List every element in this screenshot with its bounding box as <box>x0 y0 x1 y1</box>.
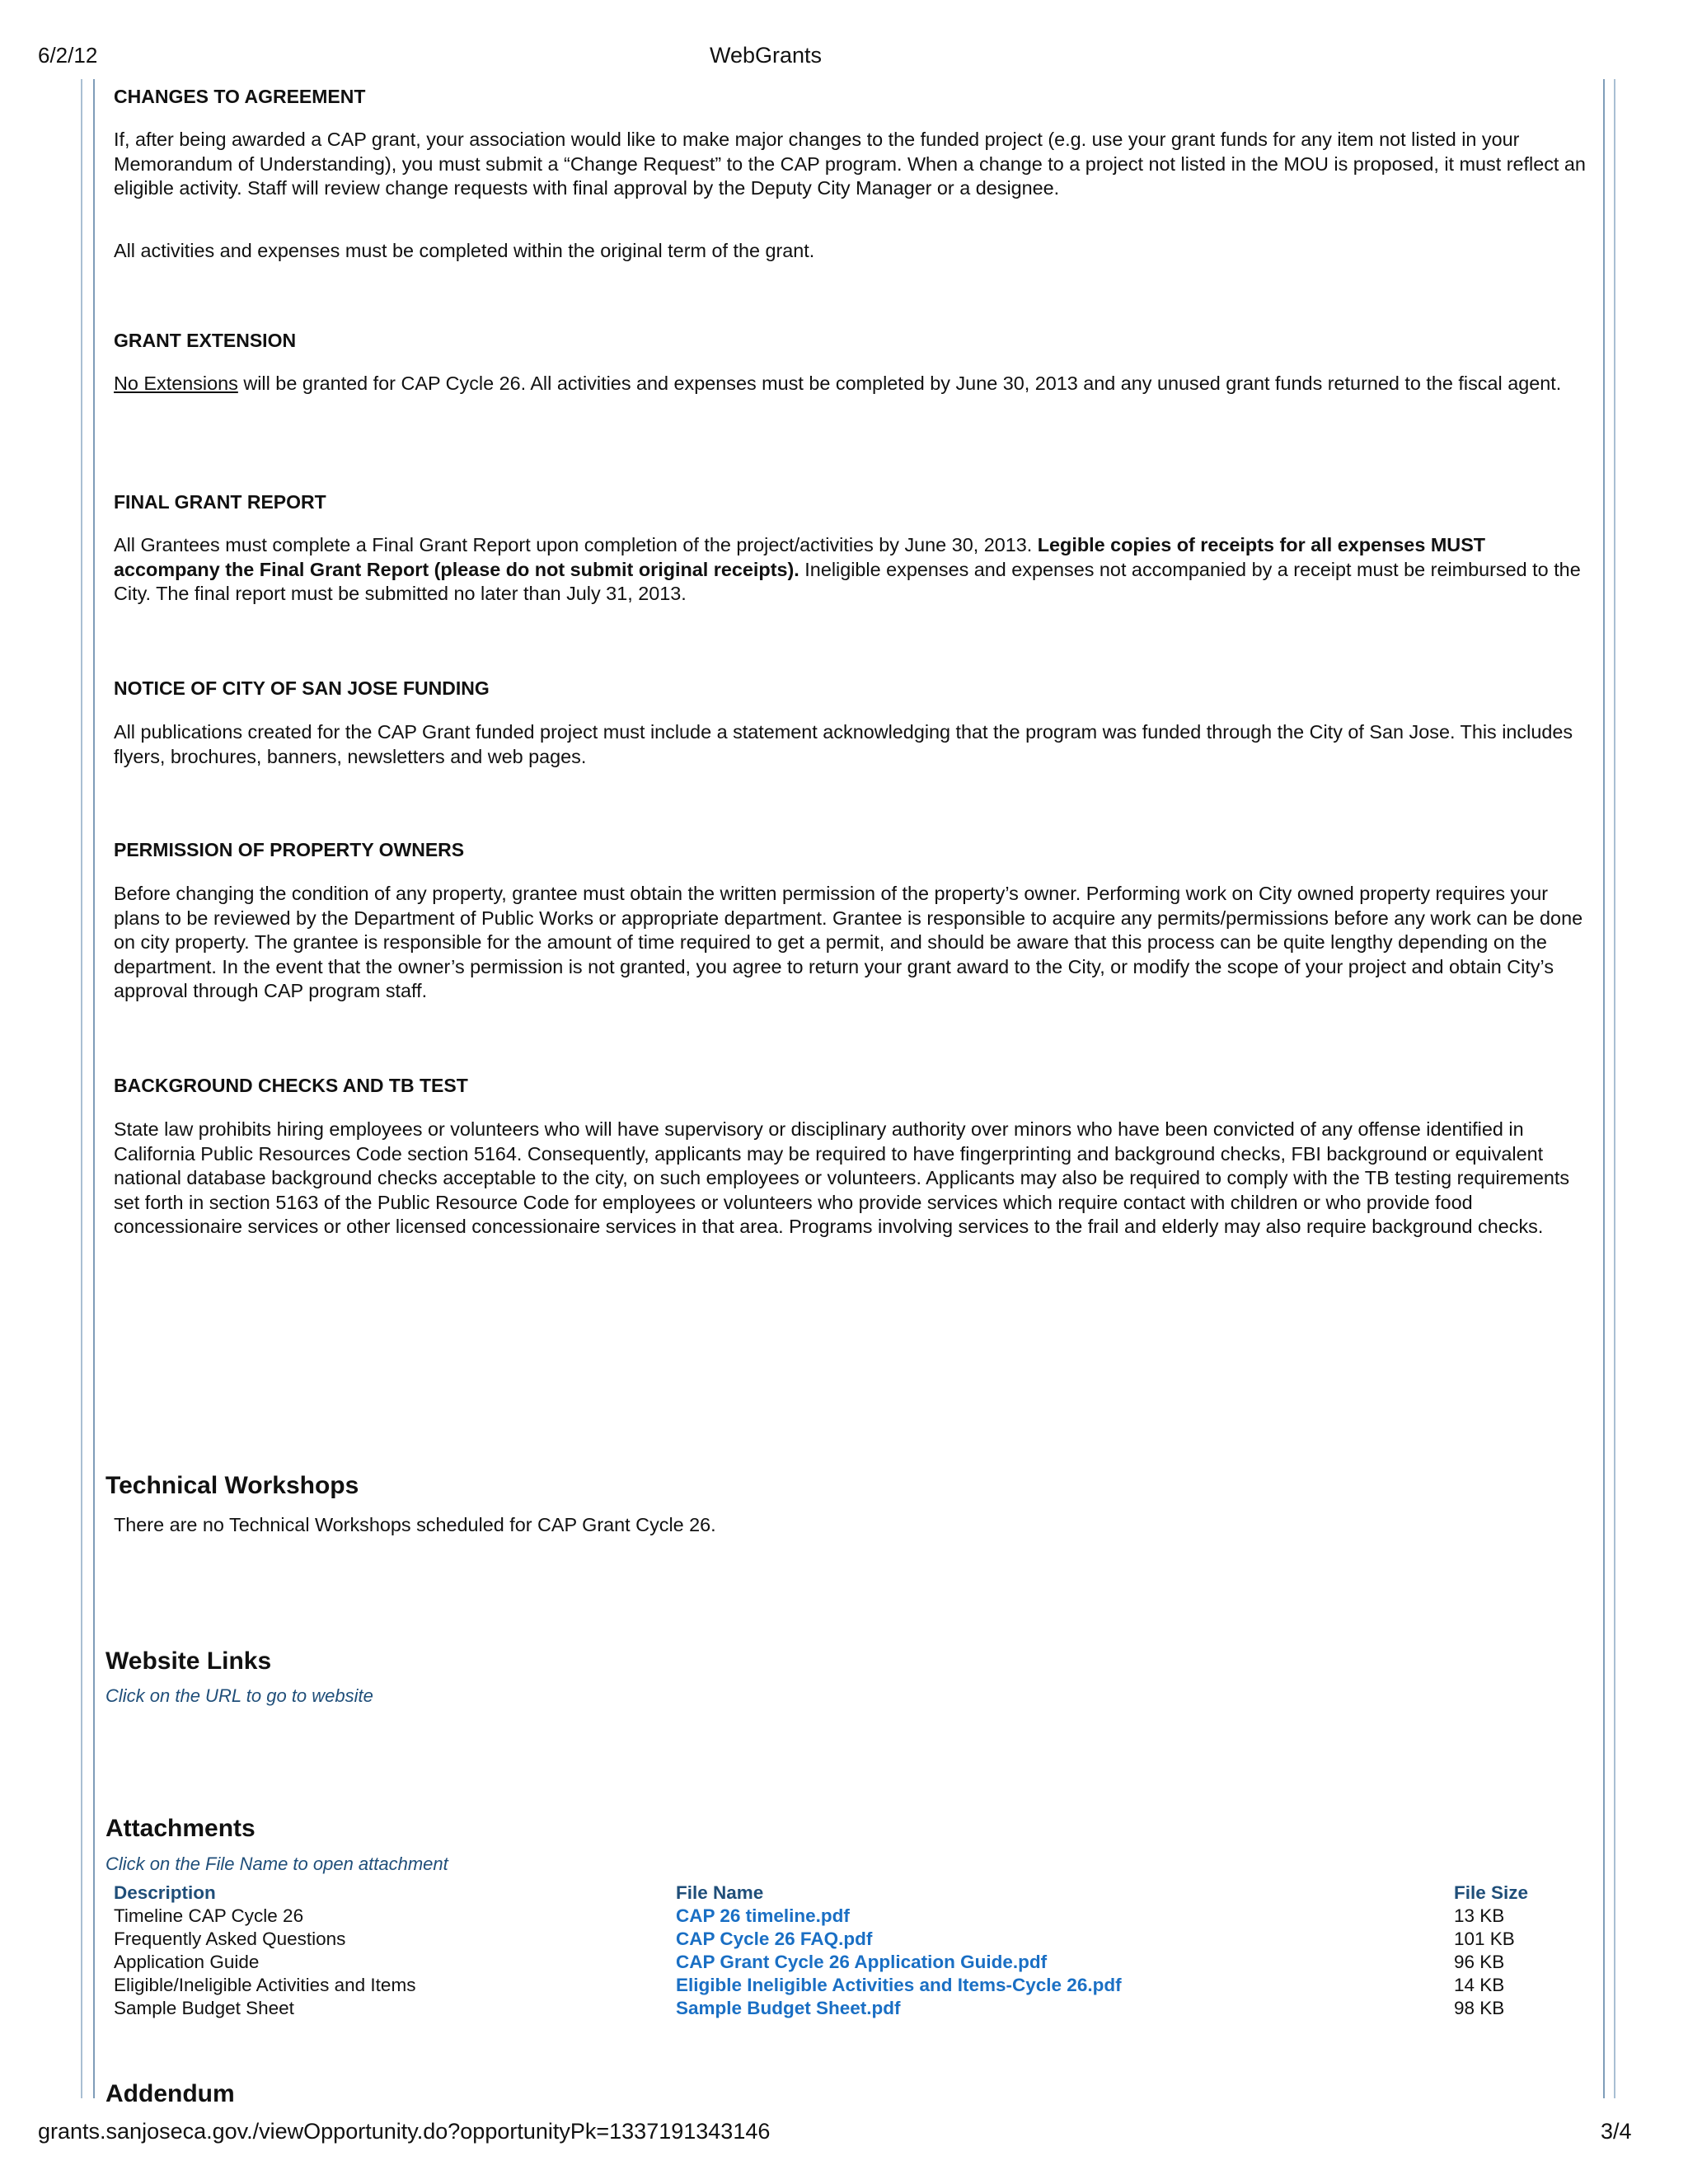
print-page-title: WebGrants <box>709 43 823 68</box>
table-row <box>114 1998 1597 2021</box>
addendum-heading: Addendum <box>106 2080 235 2107</box>
table-row <box>114 1952 1597 1975</box>
changes-paragraph: If, after being awarded a CAP grant, your association would like to make major changes to the funded project (e.g. use your grant funds for any item not listed in your Memorandum of Understanding), you must submit a “Change Request” to the CAP program. When a change to a project not listed in the MOU is proposed, it must reflect an eligible activity. Staff will review change requests with final approval by the Deputy City Manager or a designee. <box>114 129 1586 199</box>
attachment-file-size: 14 KB <box>1454 1975 1505 1995</box>
attachments-heading: Attachments <box>106 1815 256 1842</box>
extension-heading: GRANT EXTENSION <box>114 330 297 351</box>
attachment-description: Sample Budget Sheet <box>114 1998 294 2018</box>
attachment-file-link[interactable]: CAP Cycle 26 FAQ.pdf <box>676 1929 873 1949</box>
frame-border-right-outer <box>1614 79 1615 2098</box>
attachments-hint: Click on the File Name to open attachment <box>106 1854 448 1874</box>
addendum-heading-clipped <box>106 2080 235 2107</box>
table-row <box>114 1929 1597 1952</box>
final-report-paragraph: All Grantees must complete a Final Grant Report upon completion of the project/activities by June 30, 2013. Legible copies of receipts for all expenses MUST accompany the Final Grant Report (please do not submit original receipts). Ineligible expenses and expenses not accompanied by a receipt must be reimbursed to the City. The final report must be submitted no later than July 31, 2013. <box>114 534 1581 605</box>
attachment-file-size: 13 KB <box>1454 1905 1505 1926</box>
website-links-hint: Click on the URL to go to website <box>106 1685 373 1706</box>
attachment-description: Eligible/Ineligible Activities and Items <box>114 1975 416 1995</box>
column-file-size: File Size <box>1454 1882 1529 1903</box>
attachment-file-link[interactable]: Eligible Ineligible Activities and Items-Cycle 26.pdf <box>676 1975 1122 1995</box>
notice-heading: NOTICE OF CITY OF SAN JOSE FUNDING <box>114 677 490 699</box>
notice-paragraph: All publications created for the CAP Grant funded project must include a statement acknowledging that the program was funded through the City of San Jose. This includes flyers, brochures, banners, newsletters and web pages. <box>114 721 1573 767</box>
frame-border-left-inner <box>93 79 95 2098</box>
frame-border-right-inner <box>1603 79 1605 2098</box>
attachment-file-size: 101 KB <box>1454 1929 1515 1949</box>
attachments-table <box>114 1882 1597 2021</box>
attachment-description: Frequently Asked Questions <box>114 1929 346 1949</box>
extension-paragraph: No Extensions will be granted for CAP Cycle 26. All activities and expenses must be completed by June 30, 2013 and any unused grant funds returned to the fiscal agent. <box>114 373 1562 394</box>
permission-paragraph: Before changing the condition of any property, grantee must obtain the written permission of the property’s owner. Performing work on City owned property requires your plans to be reviewed by the Department of Public Works or appropriate department. Grantee is responsible to acquire any permits/permissions before any work can be done on city property. The grantee is responsible for the amount of time required to get a permit, and should be aware that this process can be quite lengthy depending on the department. In the event that the owner’s permission is not granted, you agree to return your grant award to the City, or modify the scope of your project and obtain City’s approval through CAP program staff. <box>114 883 1583 1002</box>
column-file-name: File Name <box>676 1882 764 1903</box>
attachments-header-row <box>114 1882 1597 1905</box>
attachment-file-link[interactable]: Sample Budget Sheet.pdf <box>676 1998 901 2018</box>
attachment-description: Timeline CAP Cycle 26 <box>114 1905 304 1926</box>
workshops-heading: Technical Workshops <box>106 1472 359 1499</box>
background-paragraph: State law prohibits hiring employees or volunteers who will have supervisory or disciplinary authority over minors who have been convicted of any offense identified in California Public Resources Code section 5164. Consequently, applicants may be required to have fingerprinting and background checks, FBI background or equivalent national database background checks acceptable to the city, on such employees or volunteers. Applicants may also be required to comply with the TB testing requirements set forth in section 5163 of the Public Resource Code for employees or volunteers who provide services which require contact with children or who provide food concessionaire services or other licensed concessionaire services in that area. Programs involving services to the frail and elderly may also require background checks. <box>114 1118 1570 1238</box>
changes-heading: CHANGES TO AGREEMENT <box>114 86 366 107</box>
website-links-heading: Website Links <box>106 1647 272 1675</box>
attachment-description: Application Guide <box>114 1952 260 1972</box>
workshops-text: There are no Technical Workshops scheduled for CAP Grant Cycle 26. <box>114 1514 716 1535</box>
no-extensions-text: No Extensions <box>114 373 238 394</box>
print-date: 6/2/12 <box>38 43 98 68</box>
changes-term-paragraph: All activities and expenses must be completed within the original term of the grant. <box>114 240 815 261</box>
frame-border-left-outer <box>81 79 82 2098</box>
final-report-heading: FINAL GRANT REPORT <box>114 491 326 513</box>
attachment-file-size: 96 KB <box>1454 1952 1505 1972</box>
attachment-file-link[interactable]: CAP 26 timeline.pdf <box>676 1905 850 1926</box>
print-url: grants.sanjoseca.gov./viewOpportunity.do?opportunityPk=1337191343146 <box>38 2119 771 2144</box>
background-heading: BACKGROUND CHECKS AND TB TEST <box>114 1075 468 1096</box>
receipts-requirement: Legible copies of receipts for all expenses MUST accompany the Final Grant Report (please do not submit original receipts). <box>114 534 1486 580</box>
permission-heading: PERMISSION OF PROPERTY OWNERS <box>114 839 465 860</box>
table-row <box>114 1975 1597 1998</box>
attachment-file-link[interactable]: CAP Grant Cycle 26 Application Guide.pdf <box>676 1952 1048 1972</box>
print-page-number: 3/4 <box>1601 2119 1632 2144</box>
attachment-file-size: 98 KB <box>1454 1998 1505 2018</box>
column-description: Description <box>114 1882 216 1903</box>
table-row <box>114 1905 1597 1929</box>
